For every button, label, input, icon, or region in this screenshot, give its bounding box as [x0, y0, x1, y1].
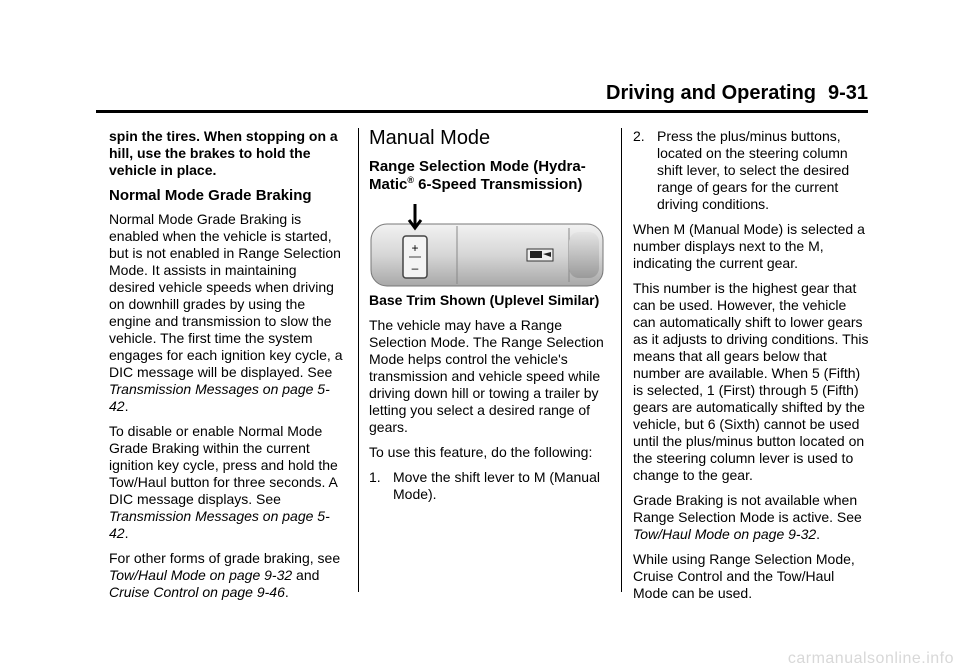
page-header: [606, 82, 868, 108]
cross-reference-link[interactable]: Tow/Haul Mode on page 9-32: [109, 567, 293, 583]
paragraph: When M (Manual Mode) is selected a number displays next to the M, indicating the current gear.: [633, 221, 865, 271]
text: and: [292, 567, 320, 583]
cross-reference-link[interactable]: Cruise Control on page 9-46: [109, 584, 285, 600]
paragraph: [633, 492, 869, 543]
text: .: [124, 398, 129, 414]
shift-lever-illustration: [369, 200, 605, 288]
text: Grade Braking is not available when Range Selection Mode is active. See: [633, 492, 862, 525]
heading-range-selection-mode: [369, 158, 609, 194]
column-right: [633, 128, 869, 610]
step-number: 2.: [633, 128, 645, 144]
text: Normal Mode Grade Braking is enabled when the vehicle is started, but is not enabled in Range Selection Mode. It assists in maintaining desired vehicle speeds when driving on downhill grades by using the engine and transmission to slow the vehicle. The first time the system engages for each ignition key cycle, a DIC message will be displayed. See: [109, 211, 343, 380]
tow-haul-truck-icon: [530, 251, 542, 258]
registered-mark: ®: [407, 175, 414, 185]
text: .: [124, 525, 129, 541]
text: Range Selection Mode (Hydra-Matic: [369, 158, 586, 193]
text: For other forms of grade braking, see: [109, 550, 341, 566]
lever-end-cap: [569, 232, 599, 278]
figure-caption: Base Trim Shown (Uplevel Similar): [369, 292, 600, 308]
step-1: [369, 469, 609, 503]
step-text: Move the shift lever to M (Manual Mode).: [393, 469, 600, 502]
minus-sign: –: [411, 261, 419, 275]
intro-text: spin the tires. When stopping on a hill, use the brakes to hold the vehicle in place.: [109, 128, 338, 178]
paragraph: While using Range Selection Mode, Cruise Control and the Tow/Haul Mode can be used.: [633, 551, 855, 601]
column-left: [109, 128, 344, 609]
cross-reference-link[interactable]: Transmission Messages on page 5-42: [109, 508, 330, 541]
heading-normal-mode-grade-braking: Normal Mode Grade Braking: [109, 187, 312, 204]
arrow-pointer-icon: [409, 204, 421, 228]
paragraph: [109, 423, 344, 542]
page-number: 9-31: [827, 82, 868, 104]
paragraph: This number is the highest gear that can be used. However, the vehicle can automatically shift to lower gears as it adjusts to driving conditions. This means that all gears below that number are available. When 5 (Fifth) is selected, 1 (First) through 5 (Fifth) gears are automatically shifted by the vehicle, but 6 (Sixth) cannot be used until the plus/minus button located on the steering column lever is used to change to the gear.: [633, 280, 869, 483]
cross-reference-link[interactable]: Tow/Haul Mode on page 9-32: [633, 526, 817, 542]
paragraph: To use this feature, do the following:: [369, 444, 593, 460]
cross-reference-link[interactable]: Transmission Messages on page 5-42: [109, 381, 330, 414]
step-text: Press the plus/minus buttons, located on the steering column shift lever, to select the desired range of gears for the current driving conditions.: [657, 128, 850, 212]
header-rule: [96, 110, 868, 113]
section-title: Driving and Operating: [606, 82, 817, 104]
column-divider: [358, 128, 359, 592]
watermark: carmanualsonline.info: [787, 650, 954, 667]
paragraph: [109, 550, 344, 601]
text: To disable or enable Normal Mode Grade Braking within the current ignition key cycle, press and hold the Tow/Haul button for three seconds. A DIC message displays. See: [109, 423, 338, 507]
column-divider: [621, 128, 622, 592]
text: 6-Speed Transmission): [413, 176, 583, 193]
text: .: [816, 526, 821, 542]
paragraph: The vehicle may have a Range Selection Mode. The Range Selection Mode helps control the vehicle's transmission and vehicle speed while driving down hill or towing a trailer by letting you select a desired range of gears.: [369, 317, 604, 435]
plus-sign: +: [411, 241, 419, 255]
paragraph: [109, 211, 344, 415]
heading-manual-mode: Manual Mode: [369, 127, 491, 149]
text: .: [284, 584, 289, 600]
step-2: [633, 128, 869, 213]
step-number: 1.: [369, 469, 381, 485]
column-middle: [369, 128, 609, 511]
